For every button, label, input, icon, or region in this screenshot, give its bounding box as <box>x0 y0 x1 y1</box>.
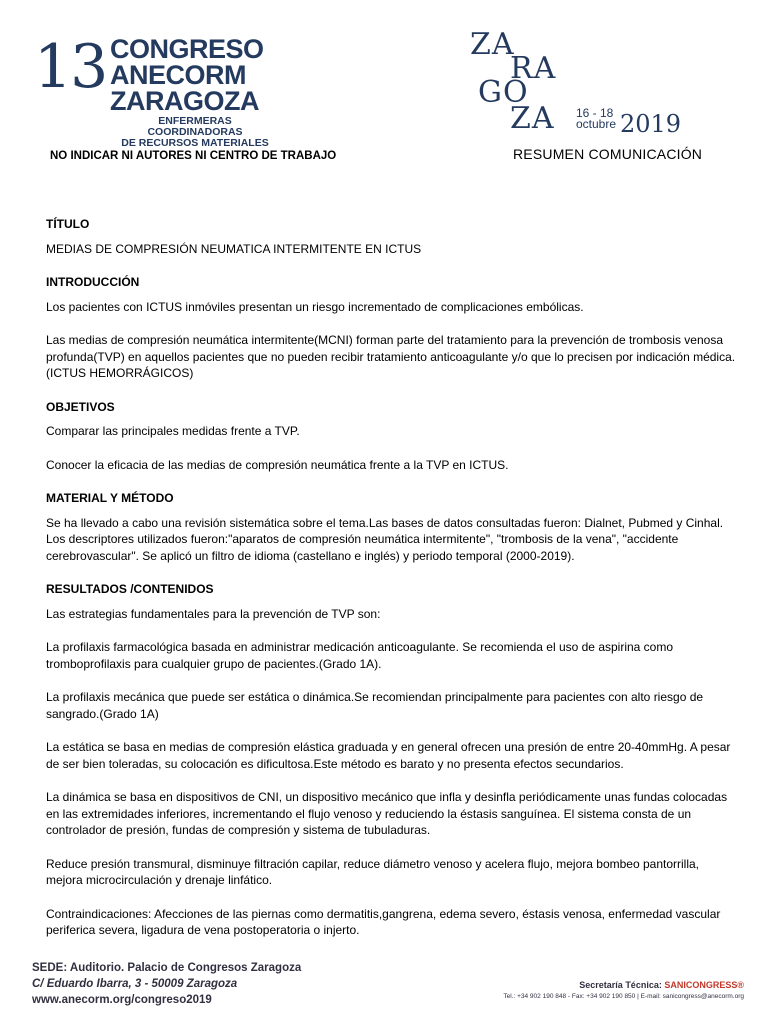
venue-sede: SEDE: Auditorio. Palacio de Congresos Zaragoza <box>32 962 302 974</box>
secretariat-line <box>503 980 744 990</box>
secretariat-brand: SANICONGRESS® <box>664 980 744 990</box>
event-dates <box>576 108 616 130</box>
event-year: 2019 <box>620 110 682 138</box>
congress-logo <box>34 28 294 149</box>
secretariat-contact: Tel.: +34 902 190 848 - Fax: +34 902 190 850 | E-mail: sanicongress@anecorm.org <box>503 993 744 1000</box>
logo-line-3: ZARAGOZA <box>110 86 259 116</box>
event-days: 16 - 18 <box>576 106 614 120</box>
objetivos-paragraph-2: Conocer la eficacia de las medias de compresión neumática frente a la TVP en ICTUS. <box>46 457 509 472</box>
event-month: octubre <box>576 117 617 131</box>
intro-paragraph-1: Los pacientes con ICTUS inmóviles presentan un riesgo incrementado de complicaciones embólicas. <box>46 299 584 314</box>
material-heading: MATERIAL Y MÉTODO <box>46 491 174 505</box>
titulo-text: MEDIAS DE COMPRESIÓN NEUMATICA INTERMITENTE EN ICTUS <box>46 241 422 256</box>
resultados-paragraph-1: Las estrategias fundamentales para la prevención de TVP son: <box>46 606 381 621</box>
resultados-paragraph-4: La estática se basa en medias de compresión elástica graduada y en general ofrecen una presión de entre 20-40mmHg. A pesar de ser bien toleradas, su colocación es dificultosa.Este método es barato y no presenta efectos secundarios. <box>46 740 731 771</box>
logo-line-1: CONGRESO <box>110 34 264 64</box>
city-syllable-2: RA <box>510 51 557 86</box>
intro-paragraph-2: Las medias de compresión neumática intermitente(MCNI) forman parte del tratamiento para la prevención de trombosis venosa profunda(TVP) en aquellos pacientes que no pueden recibir tratamiento anticoagulante y/o que lo precisen por indicación médica.(ICTUS HEMORRÁGICOS) <box>46 333 736 380</box>
resultados-paragraph-3: La profilaxis mecánica que puede ser estática o dinámica.Se recomiendan principalmente para pacientes con alto riesgo de sangrado.(Grado 1A) <box>46 690 704 721</box>
secretariat-label: Secretaría Técnica: <box>579 980 665 990</box>
resultados-paragraph-7: Contraindicaciones: Afecciones de las piernas como dermatitis,gangrena, edema severo, éstasis venosa, enfermedad vascular periferica severa, ligadura de vena postoperatoria o injerto. <box>46 906 721 937</box>
venue-address: C/ Eduardo Ibarra, 3 - 50009 Zaragoza <box>32 978 238 990</box>
city-logo <box>470 27 710 140</box>
material-paragraph: Se ha llevado a cabo una revisión sistemática sobre el tema.Las bases de datos consultadas fueron: Dialnet, Pubmed y Cinhal. Los descriptores utilizados fueron:"aparatos de compresión neumática intermitente", "trombosis de la vena", "accidente cerebrovascular". Se aplicó un filtro de idioma (castellano e inglés) y periodo temporal (2000-2019). <box>46 515 724 563</box>
resultados-paragraph-6: Reduce presión transmural, disminuye filtración capilar, reduce diámetro venoso y acelera flujo, mejora bombeo pantorrilla, mejora microcirculación y drenaje linfático. <box>46 856 699 887</box>
logo-number: 13 <box>34 32 107 102</box>
city-syllable-3: GO <box>478 75 529 110</box>
venue-info <box>32 960 301 1008</box>
logo-text <box>110 36 280 149</box>
city-syllable-4: ZA <box>510 101 555 136</box>
logo-subtitle <box>110 116 280 149</box>
resultados-heading: RESULTADOS /CONTENIDOS <box>46 582 214 596</box>
resultados-paragraph-5: La dinámica se basa en dispositivos de CNI, un dispositivo mecánico que infla y desinfla periódicamente unas fundas colocadas en las extremidades inferiores, incrementando el flujo venoso y reduciendo la éstasis sanguínea. El sistema consta de un controlador de presión, fundas de compresión y sistema de tubuladuras. <box>46 790 728 837</box>
author-note: NO INDICAR NI AUTORES NI CENTRO DE TRABAJO <box>50 150 337 162</box>
document-type: RESUMEN COMUNICACIÓN <box>513 146 703 162</box>
technical-secretariat <box>503 980 744 1000</box>
objetivos-heading: OBJETIVOS <box>46 399 115 414</box>
intro-heading: INTRODUCCIÓN <box>46 275 140 289</box>
venue-website-link[interactable]: www.anecorm.org/congreso2019 <box>32 994 212 1006</box>
logo-line-2: ANECORM <box>110 60 246 90</box>
abstract-body <box>46 216 736 939</box>
city-syllable-1: ZA <box>470 27 515 62</box>
titulo-heading: TÍTULO <box>46 217 90 231</box>
resultados-paragraph-2: La profilaxis farmacológica basada en administrar medicación anticoagulante. Se recomienda el uso de aspirina como tromboprofilaxis para cualquier grupo de pacientes.(Grado 1A). <box>46 640 674 671</box>
logo-subtitle-2: DE RECURSOS MATERIALES <box>121 137 269 149</box>
logo-subtitle-1: ENFERMERAS COORDINADORAS <box>147 115 243 138</box>
objetivos-paragraph-1: Comparar las principales medidas frente a TVP. <box>46 424 300 438</box>
